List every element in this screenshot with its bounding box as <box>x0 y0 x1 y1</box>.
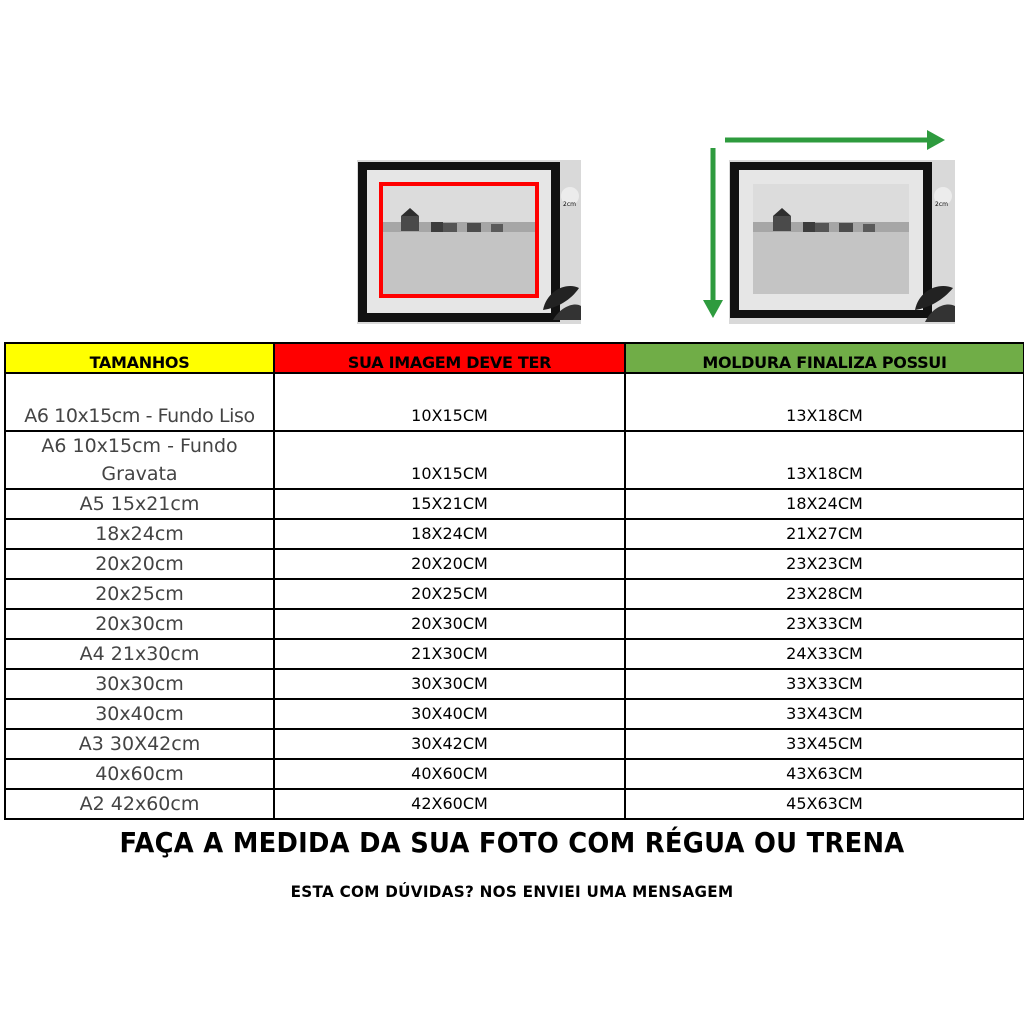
cell-tamanho: 20x20cm <box>5 549 274 579</box>
width-arrow-head <box>927 130 945 150</box>
cell-imagem: 20X25CM <box>274 579 625 609</box>
cell-imagem: 30X30CM <box>274 669 625 699</box>
height-arrow-head <box>703 300 723 318</box>
frame-illustration-image-size <box>357 160 581 324</box>
table-row <box>5 789 1024 819</box>
cell-imagem: 10X15CM <box>274 431 625 489</box>
cell-imagem: 30X42CM <box>274 729 625 759</box>
cell-tamanho: 30x40cm <box>5 699 274 729</box>
cell-imagem: 30X40CM <box>274 699 625 729</box>
cell-moldura: 23X33CM <box>625 609 1024 639</box>
cell-moldura: 43X63CM <box>625 759 1024 789</box>
cell-tamanho: 18x24cm <box>5 519 274 549</box>
cell-tamanho: 30x30cm <box>5 669 274 699</box>
table-row <box>5 759 1024 789</box>
table-row <box>5 519 1024 549</box>
framed-photo-image-highlight <box>357 160 581 324</box>
table-row <box>5 639 1024 669</box>
frame-illustration-frame-size <box>703 128 955 324</box>
cell-tamanho: 40x60cm <box>5 759 274 789</box>
cell-moldura: 45X63CM <box>625 789 1024 819</box>
cell-moldura: 33X33CM <box>625 669 1024 699</box>
table-header-row <box>5 343 1024 373</box>
cell-moldura: 33X43CM <box>625 699 1024 729</box>
contact-message: ESTA COM DÚVIDAS? NOS ENVIEI UMA MENSAGEM <box>290 882 734 901</box>
cell-imagem: 20X30CM <box>274 609 625 639</box>
cell-moldura: 33X45CM <box>625 729 1024 759</box>
header-sua-imagem: SUA IMAGEM DEVE TER <box>274 343 625 373</box>
cell-moldura: 13X18CM <box>625 431 1024 489</box>
cell-tamanho: A6 10x15cm - Fundo Gravata <box>5 431 274 489</box>
cell-imagem: 40X60CM <box>274 759 625 789</box>
cell-imagem: 21X30CM <box>274 639 625 669</box>
framed-photo-frame-arrows <box>703 128 955 324</box>
cell-tamanho: A3 30X42cm <box>5 729 274 759</box>
table-row <box>5 373 1024 431</box>
cell-tamanho: A6 10x15cm - Fundo Liso <box>5 373 274 431</box>
cell-moldura: 18X24CM <box>625 489 1024 519</box>
cell-moldura: 21X27CM <box>625 519 1024 549</box>
table-row <box>5 729 1024 759</box>
badge-2cm-left: 2cm <box>563 201 576 208</box>
table-row <box>5 431 1024 489</box>
cell-tamanho: A4 21x30cm <box>5 639 274 669</box>
header-tamanhos: TAMANHOS <box>5 343 274 373</box>
cell-tamanho: A2 42x60cm <box>5 789 274 819</box>
header-moldura: MOLDURA FINALIZA POSSUI <box>625 343 1024 373</box>
table-row <box>5 489 1024 519</box>
cell-moldura: 24X33CM <box>625 639 1024 669</box>
cell-imagem: 10X15CM <box>274 373 625 431</box>
cell-tamanho: A5 15x21cm <box>5 489 274 519</box>
cell-tamanho: 20x25cm <box>5 579 274 609</box>
cell-moldura: 13X18CM <box>625 373 1024 431</box>
badge-2cm-right: 2cm <box>935 201 948 208</box>
table-row <box>5 579 1024 609</box>
table-row <box>5 549 1024 579</box>
cell-imagem: 15X21CM <box>274 489 625 519</box>
cell-tamanho: 20x30cm <box>5 609 274 639</box>
cell-moldura: 23X28CM <box>625 579 1024 609</box>
measure-instruction: FAÇA A MEDIDA DA SUA FOTO COM RÉGUA OU TRENA <box>119 826 905 859</box>
size-table <box>4 342 1024 820</box>
cell-imagem: 42X60CM <box>274 789 625 819</box>
cell-imagem: 18X24CM <box>274 519 625 549</box>
table-row <box>5 609 1024 639</box>
table-row <box>5 699 1024 729</box>
cell-imagem: 20X20CM <box>274 549 625 579</box>
cell-moldura: 23X23CM <box>625 549 1024 579</box>
table-row <box>5 669 1024 699</box>
